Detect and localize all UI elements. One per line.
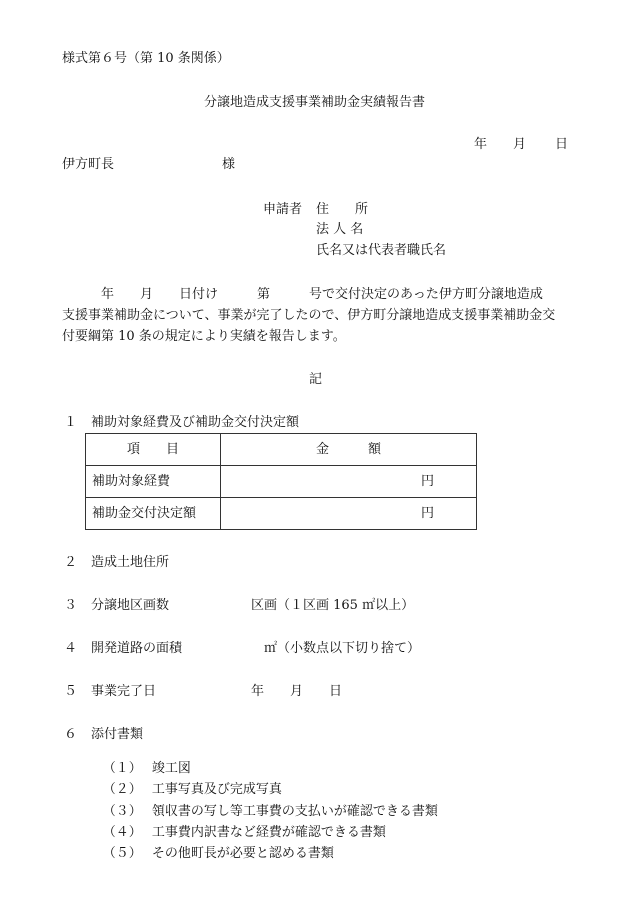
attachment-number: （２） (102, 782, 142, 797)
item4-unit: ㎡（小数点以下切り捨て） (264, 641, 421, 656)
ki-marker: 記 (309, 372, 323, 387)
row-label-grant-amount: 補助金交付決定額 (86, 498, 221, 530)
item1-title: 補助対象経費及び補助金交付決定額 (91, 415, 300, 430)
table-row (86, 466, 477, 498)
attachment-text: 工事費内訳書など経費が確認できる書類 (151, 825, 386, 840)
row-unit-eligible-cost: 円 (221, 466, 477, 498)
attachment-number: （３） (102, 804, 142, 819)
attachment-text: その他町長が必要と認める書類 (151, 846, 334, 861)
item4-title: 開発道路の面積 (91, 641, 183, 656)
item3-title: 分譲地区画数 (91, 598, 170, 613)
attachment-number: （４） (102, 825, 142, 840)
item5-number: ５ (64, 684, 78, 699)
attachment-text: 領収書の写し等工事費の支払いが確認できる書類 (151, 804, 438, 819)
date-month: 月 (513, 137, 527, 152)
row-label-eligible-cost: 補助対象経費 (86, 466, 221, 498)
body-line-2: 支援事業補助金について、事業が完了したので、伊方町分譲地造成支援事業補助金交 (62, 308, 556, 323)
attachment-number: （５） (102, 846, 142, 861)
item3-unit: 区画（１区画 165 ㎡以上） (251, 598, 415, 613)
applicant-representative: 氏名又は代表者職氏名 (316, 243, 447, 258)
table-row (86, 498, 477, 530)
addressee-honorific: 様 (222, 157, 236, 172)
date-year: 年 (474, 137, 488, 152)
item5-date: 年 月 日 (251, 684, 343, 699)
body-line-3: 付要綱第 10 条の規定により実績を報告します。 (62, 329, 346, 344)
applicant-label: 申請者 (263, 202, 303, 217)
form-number: 様式第６号（第 10 条関係） (62, 51, 230, 66)
table-header-row (86, 434, 477, 466)
date-day: 日 (555, 137, 569, 152)
item6-number: ６ (64, 727, 78, 742)
applicant-address: 住 所 (316, 202, 369, 217)
document-title: 分譲地造成支援事業補助金実績報告書 (204, 95, 426, 110)
attachment-text: 竣工図 (151, 761, 191, 776)
item1-number: １ (64, 415, 78, 430)
row-unit-grant-amount: 円 (221, 498, 477, 530)
addressee-name: 伊方町長 (62, 157, 115, 172)
item6-title: 添付書類 (91, 727, 144, 742)
item2-title: 造成土地住所 (91, 555, 170, 570)
header-item: 項 目 (86, 434, 221, 466)
item4-number: ４ (64, 641, 78, 656)
item2-number: ２ (64, 555, 78, 570)
item3-number: ３ (64, 598, 78, 613)
attachment-text: 工事写真及び完成写真 (151, 782, 282, 797)
body-line-1: 年 月 日付け 第 号で交付決定のあった伊方町分譲地造成 (62, 287, 543, 302)
applicant-corporation: 法 人 名 (316, 222, 364, 237)
list-item (78, 834, 334, 873)
attachment-number: （１） (102, 761, 142, 776)
grant-amount-table (85, 433, 477, 530)
item5-title: 事業完了日 (91, 684, 157, 699)
header-amount: 金 額 (221, 434, 477, 466)
